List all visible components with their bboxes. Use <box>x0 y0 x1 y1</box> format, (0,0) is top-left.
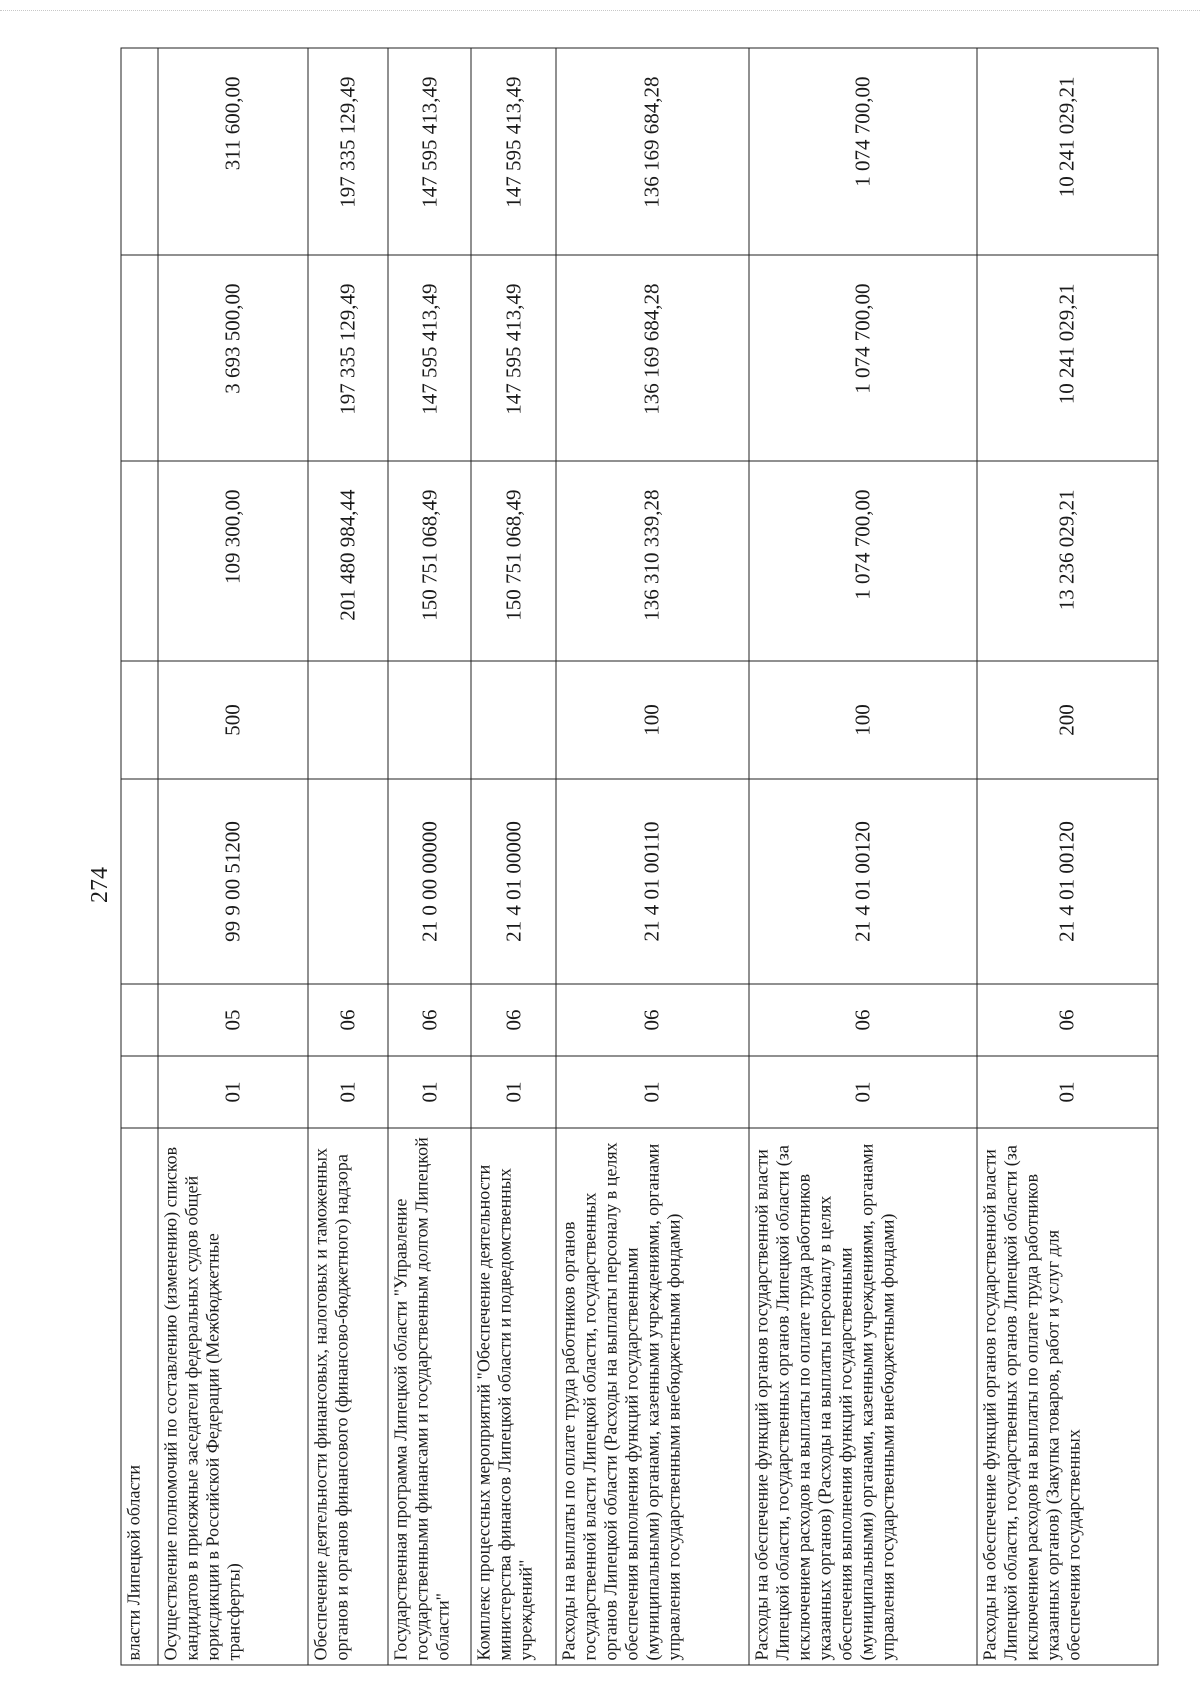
expense-type-code <box>307 661 387 779</box>
expense-type-code: 100 <box>748 661 976 779</box>
section-code: 01 <box>471 1056 556 1128</box>
subsection-code <box>121 984 158 1056</box>
section-code: 01 <box>307 1056 387 1128</box>
amount-year-1: 109 300,00 <box>158 461 308 661</box>
target-article-code: 21 0 00 00000 <box>388 779 471 984</box>
subsection-code: 06 <box>307 984 387 1056</box>
expense-type-code <box>121 661 158 779</box>
row-name: Комплекс процессных мероприятий "Обеспечение деятельности министерства финансов Липецкой области и подведомственных учреждений" <box>471 1128 556 1665</box>
amount-year-2: 147 595 413,49 <box>471 255 556 461</box>
row-name: Государственная программа Липецкой области "Управление государственными финансами и государственным долгом Липецкой области" <box>388 1128 471 1665</box>
page-number: 274 <box>87 867 113 903</box>
amount-year-3: 147 595 413,49 <box>471 48 556 255</box>
section-code: 01 <box>158 1056 308 1128</box>
amount-year-1: 201 480 984,44 <box>307 461 387 661</box>
expense-type-code: 200 <box>976 661 1157 779</box>
section-code: 01 <box>556 1056 749 1128</box>
amount-year-2: 197 335 129,49 <box>307 255 387 461</box>
target-article-code: 99 9 00 51200 <box>158 779 308 984</box>
amount-year-3 <box>121 48 158 255</box>
amount-year-2: 136 169 684,28 <box>556 255 749 461</box>
table-body <box>121 48 1158 1665</box>
expense-type-code: 100 <box>556 661 749 779</box>
scan-edge <box>0 0 1200 11</box>
target-article-code <box>307 779 387 984</box>
row-name: Расходы на обеспечение функций органов государственной власти Липецкой области, государственных органов Липецкой области (за исключением расходов на выплаты по оплате труда работников указанных органов) (Расходы на выплаты персоналу в целях обеспечения выполнения функций государственными (муниципальными) органами, казенными учреждениями, органами управления государственными внебюджетными фондами) <box>748 1128 976 1665</box>
amount-year-2: 3 693 500,00 <box>158 255 308 461</box>
table-row <box>748 48 976 1665</box>
target-article-code <box>121 779 158 984</box>
target-article-code: 21 4 01 00110 <box>556 779 749 984</box>
table-row <box>307 48 387 1665</box>
amount-year-3: 311 600,00 <box>158 48 308 255</box>
row-name: Расходы на обеспечение функций органов государственной власти Липецкой области, государственных органов Липецкой области (за исключением расходов на выплаты по оплате труда работников указанных органов) (Закупка товаров, работ и услуг для обеспечения государственных <box>976 1128 1157 1665</box>
amount-year-2: 147 595 413,49 <box>388 255 471 461</box>
expense-type-code: 500 <box>158 661 308 779</box>
budget-table <box>120 48 1158 1666</box>
section-code: 01 <box>976 1056 1157 1128</box>
subsection-code: 06 <box>748 984 976 1056</box>
row-name: Обеспечение деятельности финансовых, налоговых и таможенных органов и органов финансового (финансово-бюджетного) надзора <box>307 1128 387 1665</box>
section-code: 01 <box>748 1056 976 1128</box>
amount-year-1: 136 310 339,28 <box>556 461 749 661</box>
subsection-code: 06 <box>388 984 471 1056</box>
amount-year-3: 10 241 029,21 <box>976 48 1157 255</box>
amount-year-2: 1 074 700,00 <box>748 255 976 461</box>
amount-year-1: 13 236 029,21 <box>976 461 1157 661</box>
amount-year-1: 150 751 068,49 <box>388 461 471 661</box>
subsection-code: 05 <box>158 984 308 1056</box>
table-row <box>471 48 556 1665</box>
table-row <box>121 48 158 1665</box>
table-row <box>556 48 749 1665</box>
row-name: власти Липецкой области <box>121 1128 158 1665</box>
amount-year-3: 147 595 413,49 <box>388 48 471 255</box>
table-row <box>976 48 1157 1665</box>
amount-year-1: 150 751 068,49 <box>471 461 556 661</box>
section-code <box>121 1056 158 1128</box>
amount-year-1 <box>121 461 158 661</box>
amount-year-3: 1 074 700,00 <box>748 48 976 255</box>
section-code: 01 <box>388 1056 471 1128</box>
subsection-code: 06 <box>976 984 1157 1056</box>
subsection-code: 06 <box>556 984 749 1056</box>
amount-year-1: 1 074 700,00 <box>748 461 976 661</box>
amount-year-2 <box>121 255 158 461</box>
target-article-code: 21 4 01 00000 <box>471 779 556 984</box>
budget-table-wrapper <box>120 49 1158 1666</box>
expense-type-code <box>388 661 471 779</box>
subsection-code: 06 <box>471 984 556 1056</box>
amount-year-2: 10 241 029,21 <box>976 255 1157 461</box>
table-row <box>158 48 308 1665</box>
table-row <box>388 48 471 1665</box>
amount-year-3: 136 169 684,28 <box>556 48 749 255</box>
row-name: Расходы на выплаты по оплате труда работников органов государственной власти Липецкой области, государственных органов Липецкой области (Расходы на выплаты персоналу в целях обеспечения выполнения функций государственными (муниципальными) органами, казенными учреждениями, органами управления государственными внебюджетными фондами) <box>556 1128 749 1665</box>
target-article-code: 21 4 01 00120 <box>748 779 976 984</box>
expense-type-code <box>471 661 556 779</box>
target-article-code: 21 4 01 00120 <box>976 779 1157 984</box>
amount-year-3: 197 335 129,49 <box>307 48 387 255</box>
row-name: Осуществление полномочий по составлению (изменению) списков кандидатов в присяжные заседатели федеральных судов общей юрисдикции в Российской Федерации (Межбюджетные трансферты) <box>158 1128 308 1665</box>
